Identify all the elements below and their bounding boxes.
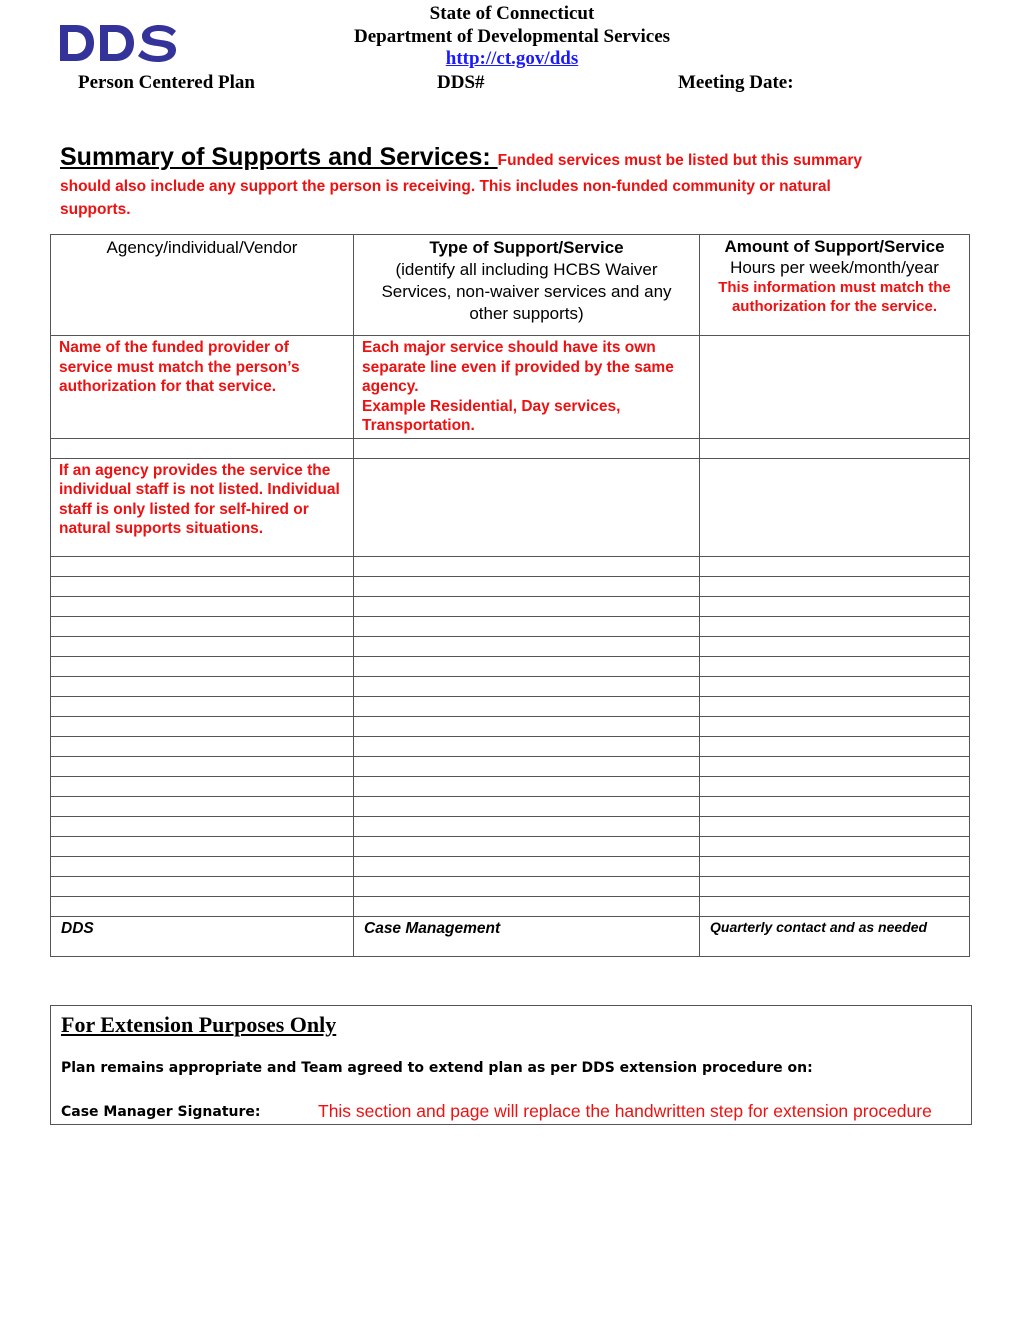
table-row <box>51 856 970 876</box>
column-header-amount: Amount of Support/Service Hours per week/month/year This information must match the authorization for the service. <box>700 235 970 336</box>
table-row <box>51 556 970 576</box>
department-name: Department of Developmental Services <box>353 26 671 47</box>
table-row <box>51 676 970 696</box>
column-header-type: Type of Support/Service (identify all including HCBS Waiver Services, non-waiver services and any other supports) <box>354 235 700 336</box>
table-row <box>51 636 970 656</box>
table-row <box>51 736 970 756</box>
case-management-cell[interactable]: Case Management <box>354 916 700 956</box>
table-row <box>51 336 970 439</box>
table-row <box>51 656 970 676</box>
table-row <box>51 816 970 836</box>
amount-cell[interactable] <box>700 336 970 439</box>
table-row <box>51 438 970 458</box>
quarterly-contact-cell[interactable]: Quarterly contact and as needed <box>700 916 970 956</box>
dds-number-label: DDS# <box>437 72 485 93</box>
plan-label: Person Centered Plan <box>78 72 255 93</box>
summary-note-inline: Funded services must be listed but this summary <box>497 152 862 169</box>
type-cell[interactable] <box>354 458 700 556</box>
guidance-agency-2[interactable]: If an agency provides the service the individual staff is not listed. Individual staff is only listed for self-hired or natural supports situations. <box>51 458 354 556</box>
table-row <box>51 716 970 736</box>
table-row <box>51 696 970 716</box>
supports-services-table <box>50 234 970 957</box>
table-header-row <box>51 235 970 336</box>
guidance-type-1[interactable]: Each major service should have its own separate line even if provided by the same agency. Example Residential, Day services, Transportation. <box>354 336 700 439</box>
table-row <box>51 776 970 796</box>
table-row <box>51 596 970 616</box>
table-row <box>51 756 970 776</box>
guidance-agency-1[interactable]: Name of the funded provider of service must match the person’s authorization for that service. <box>51 336 354 439</box>
summary-title: Summary of Supports and Services: <box>60 143 498 171</box>
column-header-agency: Agency/individual/Vendor <box>51 235 354 336</box>
state-name: State of Connecticut <box>429 3 595 24</box>
extension-statement: Plan remains appropriate and Team agreed to extend plan as per DDS extension procedure on: <box>61 1060 813 1076</box>
summary-section <box>60 142 940 221</box>
extension-note: This section and page will replace the handwritten step for extension procedure <box>318 1101 932 1121</box>
extension-section <box>50 1005 972 1125</box>
table-row <box>51 458 970 556</box>
extension-title: For Extension Purposes Only <box>61 1012 337 1037</box>
table-row <box>51 576 970 596</box>
table-row-dds <box>51 916 970 956</box>
meeting-date-label: Meeting Date: <box>678 72 794 93</box>
summary-note-rest: should also include any support the person is receiving. This includes non-funded community or natural supports. <box>60 178 831 218</box>
table-row <box>51 876 970 896</box>
dds-website-link[interactable]: http://ct.gov/dds <box>445 48 579 69</box>
case-manager-signature-label: Case Manager Signature: <box>61 1104 261 1120</box>
amount-cell[interactable] <box>700 458 970 556</box>
table-row <box>51 836 970 856</box>
table-row <box>51 796 970 816</box>
dds-agency-cell[interactable]: DDS <box>51 916 354 956</box>
table-row <box>51 896 970 916</box>
table-row <box>51 616 970 636</box>
